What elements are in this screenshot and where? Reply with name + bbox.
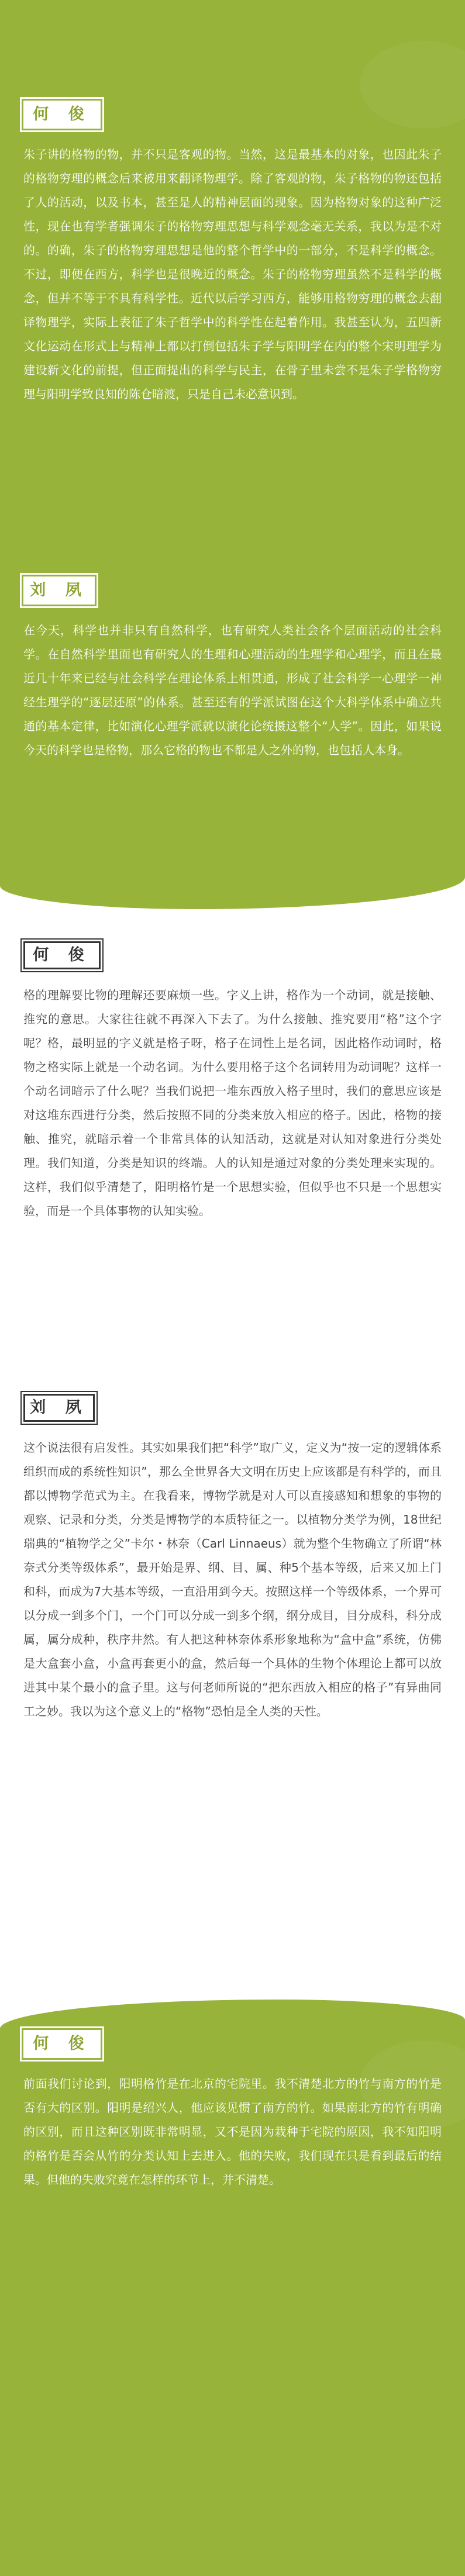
dialogue-section [23, 2030, 442, 2192]
speaker-heading: 刘 夙 [23, 1394, 95, 1422]
speaker-heading: 刘 夙 [23, 576, 95, 605]
speaker-heading: 何 俊 [23, 101, 101, 129]
speaker-heading: 何 俊 [23, 2030, 101, 2058]
dialogue-paragraph: 这个说法很有启发性。其实如果我们把“科学”取广义，定义为“按一定的逻辑体系组织而成的系统性知识”，那么全世界各大文明在历史上应该都是有科学的，而且都以博物学范式为主。在我看来，博物学就是对人可以直接感知和想象的事物的观察、记录和分类，分类是博物学的本质特征之一。以植物分类学为例，18世纪瑞典的“植物学之父”卡尔・林奈（Carl Linnaeus）就为整个生物确立了所谓“林奈式分类等级体系”，最开始是界、纲、目、属、种5个基本等级，后来又加上门和科，而成为7大基本等级，一直沿用到今天。按照这样一个等级体系，一个界可以分成一到多个门，一个门可以分成一到多个纲，纲分成目，目分成科，科分成属，属分成种，秩序井然。有人把这种林奈体系形象地称为“盒中盒”系统，仿佛是大盒套小盒，小盒再套更小的盒，然后每一个具体的生物个体理论上都可以放进其中某个最小的盒子里。这与何老师所说的“把东西放入相应的格子”有异曲同工之妙。我以为这个意义上的“格物”恐怕是全人类的天性。 [23, 1441, 442, 1718]
dialogue-section [23, 101, 442, 406]
dialogue-section [23, 576, 442, 762]
dialogue-paragraph: 前面我们讨论到，阳明格竹是在北京的宅院里。我不清楚北方的竹与南方的竹是否有大的区别。阳明是绍兴人，他应该见惯了南方的竹。如果南北方的竹有明确的区别，而且这种区别既非常明显，又不是因为栽种于宅院的原因，我不知阳明的格竹是否会从竹的分类认知上去进入。他的失败，我们现在只是看到最后的结果。但他的失败究竟在怎样的环节上，并不清楚。 [23, 2077, 442, 2187]
dialogue-paragraph: 格的理解要比物的理解还要麻烦一些。字义上讲，格作为一个动词，就是接触、推究的意思。大家往往就不再深入下去了。为什么接触、推究要用“格”这个字呢？格，最明显的字义就是格子呀，格子在词性上是名词，因此格作动词时，格物之格实际上就是一个动名词。为什么要用格子这个名词转用为动词呢？这样一个动名词暗示了什么呢？当我们说把一堆东西放入格子里时，我们的意思应该是对这堆东西进行分类，然后按照不同的分类来放入相应的格子。因此，格物的接触、推究，就暗示着一个非常具体的认知活动，这就是对认知对象进行分类处理。我们知道，分类是知识的终端。人的认知是通过对象的分类处理来实现的。这样，我们似乎清楚了，阳明格竹是一个思想实验，但似乎也不只是一个思想实验，而是一个具体事物的认知实验。 [23, 988, 442, 1218]
dialogue-section [23, 941, 442, 1223]
dialogue-section [23, 1394, 442, 1724]
dialogue-paragraph: 朱子讲的格物的物，并不只是客观的物。当然，这是最基本的对象，也因此朱子的格物穷理的概念后来被用来翻译物理学。除了客观的物，朱子格物的物还包括了人的活动，以及书本，甚至是人的精神层面的现象。因为格物对象的这种广泛性，现在也有学者强调朱子的格物穷理思想与科学观念毫无关系，我以为是不对的。的确，朱子的格物穷理思想是他的整个哲学中的一部分，不是科学的概念。不过，即便在西方，科学也是很晚近的概念。朱子的格物穷理虽然不是科学的概念，但并不等于不具有科学性。近代以后学习西方，能够用格物穷理的概念去翻译物理学，实际上表征了朱子哲学中的科学性在起着作用。我甚至认为，五四新文化运动在形式上与精神上都以打倒包括朱子学与阳明学在内的整个宋明理学为建设新文化的前提，但正面提出的科学与民主，在骨子里未尝不是朱子学格物穷理与阳明学致良知的陈仓暗渡，只是自己未必意识到。 [23, 147, 442, 401]
speaker-heading: 何 俊 [23, 941, 101, 969]
dialogue-paragraph: 在今天，科学也并非只有自然科学，也有研究人类社会各个层面活动的社会科学。在自然科学里面也有研究人的生理和心理活动的生理学和心理学，而且在最近几十年来已经与社会科学在理论体系上相贯通，形成了社会科学一心理学一神经生理学的“逐层还原”的体系。甚至还有的学派试图在这个大科学体系中确立共通的基本定律，比如演化心理学派就以演化论统摄这整个“人学”。因此，如果说今天的科学也是格物，那么它格的物也不都是人之外的物，也包括人本身。 [23, 623, 442, 757]
